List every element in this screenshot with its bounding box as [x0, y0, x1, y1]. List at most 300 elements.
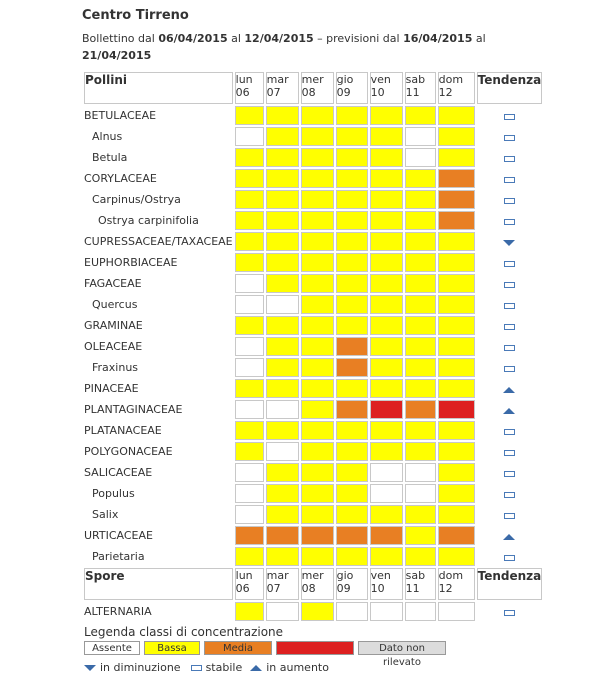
trend-cell	[477, 253, 543, 272]
concentration-cell	[438, 400, 475, 419]
concentration-cell	[405, 358, 436, 377]
concentration-cell	[370, 106, 403, 125]
concentration-cell	[438, 505, 475, 524]
taxon-name: ALTERNARIA	[84, 605, 152, 618]
legend-class-media: Media	[204, 641, 272, 655]
taxon-name: Salix	[92, 508, 119, 521]
concentration-cell	[235, 232, 264, 251]
concentration-cell	[336, 190, 368, 209]
concentration-cell	[370, 316, 403, 335]
concentration-cell	[235, 127, 264, 146]
concentration-cell	[301, 602, 334, 621]
trend-cell	[477, 274, 543, 293]
concentration-cell	[438, 358, 475, 377]
trend-cell	[477, 463, 543, 482]
concentration-cell	[235, 484, 264, 503]
concentration-cell	[438, 190, 475, 209]
concentration-cell	[235, 295, 264, 314]
pollini-row	[84, 169, 542, 188]
concentration-cell	[370, 505, 403, 524]
taxon-name: OLEACEAE	[84, 340, 143, 353]
concentration-cell	[438, 379, 475, 398]
concentration-cell	[438, 253, 475, 272]
concentration-cell	[405, 547, 436, 566]
concentration-cell	[438, 316, 475, 335]
trend-cell	[477, 148, 543, 167]
concentration-cell	[301, 421, 334, 440]
concentration-cell	[301, 106, 334, 125]
pollini-trend-header: Tendenza	[477, 72, 543, 104]
concentration-cell	[405, 484, 436, 503]
pollini-row	[84, 190, 542, 209]
concentration-cell	[405, 463, 436, 482]
concentration-cell	[301, 526, 334, 545]
concentration-cell	[235, 400, 264, 419]
trend-up-icon	[503, 534, 515, 540]
pollini-header: Pollini	[84, 72, 233, 104]
day-header	[266, 568, 299, 600]
concentration-cell	[235, 505, 264, 524]
concentration-cell	[405, 211, 436, 230]
day-header	[336, 568, 368, 600]
day-number: 11	[405, 582, 420, 595]
concentration-cell	[405, 526, 436, 545]
concentration-cell	[438, 421, 475, 440]
trend-flat-icon	[504, 610, 515, 616]
concentration-cell	[438, 602, 475, 621]
legend-title: Legenda classi di concentrazione	[84, 625, 284, 639]
trend-cell	[477, 337, 543, 356]
concentration-cell	[266, 106, 299, 125]
concentration-cell	[438, 547, 475, 566]
trend-flat-icon	[504, 261, 515, 267]
concentration-cell	[405, 148, 436, 167]
concentration-cell	[336, 127, 368, 146]
concentration-cell	[266, 253, 299, 272]
day-name: ven	[370, 73, 391, 86]
concentration-cell	[266, 505, 299, 524]
concentration-cell	[266, 526, 299, 545]
taxon-name: CORYLACEAE	[84, 172, 157, 185]
taxon-name: Betula	[92, 151, 128, 164]
trend-cell	[477, 602, 543, 621]
taxon-name: PLATANACEAE	[84, 424, 162, 437]
pollen-table-body	[84, 72, 542, 621]
concentration-cell	[266, 127, 299, 146]
concentration-cell	[336, 211, 368, 230]
concentration-cell	[336, 602, 368, 621]
day-name: ven	[370, 569, 391, 582]
taxon-name: CUPRESSACEAE/TAXACEAE	[84, 235, 233, 248]
day-name: dom	[438, 73, 464, 86]
concentration-cell	[235, 274, 264, 293]
concentration-cell	[438, 295, 475, 314]
trend-flat-icon	[504, 198, 515, 204]
concentration-cell	[405, 127, 436, 146]
concentration-cell	[301, 232, 334, 251]
concentration-cell	[336, 274, 368, 293]
trend-flat-icon	[191, 665, 202, 671]
concentration-cell	[266, 148, 299, 167]
concentration-cell	[235, 211, 264, 230]
concentration-cell	[235, 421, 264, 440]
trend-flat-icon	[504, 450, 515, 456]
bulletin-to: 12/04/2015	[244, 32, 314, 45]
pollini-row	[84, 358, 542, 377]
concentration-cell	[266, 274, 299, 293]
concentration-cell	[405, 602, 436, 621]
trend-legend	[84, 661, 329, 674]
trend-flat-icon	[504, 324, 515, 330]
day-name: mar	[266, 73, 289, 86]
taxon-name: BETULACEAE	[84, 109, 157, 122]
concentration-cell	[336, 547, 368, 566]
day-number: 12	[438, 86, 453, 99]
trend-cell	[477, 232, 543, 251]
day-number: 11	[405, 86, 420, 99]
concentration-cell	[438, 337, 475, 356]
trend-flat-icon	[504, 513, 515, 519]
concentration-cell	[336, 505, 368, 524]
concentration-cell	[235, 602, 264, 621]
trend-down-icon	[503, 240, 515, 246]
pollini-row	[84, 253, 542, 272]
legend-class-alta: Alta	[276, 641, 354, 655]
concentration-cell	[438, 106, 475, 125]
trend-down-icon	[84, 665, 96, 671]
forecast-to: 21/04/2015	[82, 49, 152, 62]
concentration-cell	[235, 379, 264, 398]
concentration-cell	[370, 169, 403, 188]
concentration-cell	[405, 316, 436, 335]
concentration-cell	[370, 484, 403, 503]
concentration-cell	[235, 190, 264, 209]
pollini-row	[84, 316, 542, 335]
taxon-name: PLANTAGINACEAE	[84, 403, 183, 416]
day-name: sab	[405, 73, 426, 86]
taxon-name: Ostrya carpinifolia	[98, 214, 199, 227]
day-number: 07	[266, 86, 281, 99]
taxon-name: EUPHORBIACEAE	[84, 256, 178, 269]
taxon-name: Populus	[92, 487, 135, 500]
concentration-cell	[405, 253, 436, 272]
concentration-cell	[336, 400, 368, 419]
day-header	[336, 72, 368, 104]
concentration-cell	[370, 274, 403, 293]
concentration-cell	[336, 169, 368, 188]
trend-flat-icon	[504, 471, 515, 477]
pollini-row	[84, 421, 542, 440]
bulletin-from: 06/04/2015	[158, 32, 228, 45]
day-name: mar	[266, 569, 289, 582]
day-number: 08	[301, 582, 316, 595]
concentration-cell	[370, 253, 403, 272]
concentration-cell	[336, 295, 368, 314]
trend-cell	[477, 211, 543, 230]
trend-up-icon	[503, 408, 515, 414]
concentration-cell	[336, 484, 368, 503]
concentration-cell	[266, 421, 299, 440]
concentration-cell	[405, 505, 436, 524]
concentration-cell	[438, 463, 475, 482]
concentration-cell	[235, 337, 264, 356]
concentration-cell	[301, 253, 334, 272]
trend-cell	[477, 484, 543, 503]
concentration-cell	[370, 400, 403, 419]
day-number: 09	[336, 582, 351, 595]
forecast-from: 16/04/2015	[403, 32, 473, 45]
page-title: Centro Tirreno	[82, 8, 189, 23]
trend-cell	[477, 421, 543, 440]
concentration-cell	[405, 169, 436, 188]
pollini-row	[84, 505, 542, 524]
trend-up-icon	[250, 665, 262, 671]
concentration-cell	[438, 232, 475, 251]
concentration-cell	[266, 169, 299, 188]
taxon-name: Parietaria	[92, 550, 145, 563]
concentration-cell	[336, 337, 368, 356]
concentration-cell	[266, 547, 299, 566]
concentration-cell	[370, 127, 403, 146]
concentration-cell	[301, 505, 334, 524]
pollini-row	[84, 442, 542, 461]
concentration-cell	[438, 148, 475, 167]
day-number: 09	[336, 86, 351, 99]
concentration-cell	[405, 379, 436, 398]
day-number: 10	[370, 582, 385, 595]
pollini-row	[84, 295, 542, 314]
concentration-cell	[266, 463, 299, 482]
day-header	[235, 568, 264, 600]
concentration-cell	[370, 547, 403, 566]
trend-flat-icon	[504, 177, 515, 183]
trend-flat-icon	[504, 429, 515, 435]
pollini-header-row	[84, 72, 542, 104]
taxon-name: Carpinus/Ostrya	[92, 193, 181, 206]
legend-class-bassa: Bassa	[144, 641, 200, 655]
trend-cell	[477, 169, 543, 188]
concentration-cell	[438, 274, 475, 293]
trend-down-label: in diminuzione	[100, 661, 181, 674]
taxon-name: SALICACEAE	[84, 466, 153, 479]
trend-flat-icon	[504, 492, 515, 498]
trend-cell	[477, 358, 543, 377]
spore-trend-header: Tendenza	[477, 568, 543, 600]
concentration-cell	[370, 148, 403, 167]
concentration-cell	[370, 379, 403, 398]
concentration-cell	[336, 442, 368, 461]
concentration-cell	[301, 274, 334, 293]
day-number: 12	[438, 582, 453, 595]
concentration-cell	[370, 526, 403, 545]
concentration-cell	[370, 421, 403, 440]
trend-up-icon	[503, 387, 515, 393]
day-header	[301, 72, 334, 104]
concentration-cell	[301, 148, 334, 167]
concentration-cell	[235, 526, 264, 545]
day-number: 06	[235, 582, 250, 595]
day-number: 06	[235, 86, 250, 99]
pollini-row	[84, 547, 542, 566]
day-header	[301, 568, 334, 600]
taxon-name: Quercus	[92, 298, 138, 311]
concentration-cell	[266, 400, 299, 419]
day-name: mer	[301, 73, 324, 86]
concentration-cell	[301, 400, 334, 419]
concentration-cell	[266, 211, 299, 230]
concentration-cell	[370, 295, 403, 314]
concentration-cell	[438, 169, 475, 188]
trend-cell	[477, 379, 543, 398]
concentration-cell	[405, 232, 436, 251]
trend-cell	[477, 505, 543, 524]
concentration-cell	[235, 148, 264, 167]
taxon-name: Alnus	[92, 130, 123, 143]
concentration-cell	[266, 484, 299, 503]
concentration-cell	[266, 190, 299, 209]
concentration-cell	[438, 211, 475, 230]
concentration-cell	[266, 442, 299, 461]
concentration-cell	[301, 337, 334, 356]
concentration-cell	[266, 602, 299, 621]
concentration-cell	[266, 295, 299, 314]
concentration-cell	[370, 602, 403, 621]
concentration-cell	[438, 526, 475, 545]
spore-header: Spore	[84, 568, 233, 600]
trend-cell	[477, 316, 543, 335]
concentration-cell	[336, 253, 368, 272]
concentration-cell	[405, 400, 436, 419]
taxon-name: Fraxinus	[92, 361, 139, 374]
concentration-cell	[405, 295, 436, 314]
concentration-cell	[405, 274, 436, 293]
concentration-cell	[301, 547, 334, 566]
pollini-row	[84, 232, 542, 251]
concentration-cell	[336, 148, 368, 167]
trend-flat-icon	[504, 303, 515, 309]
pollini-row	[84, 148, 542, 167]
concentration-cell	[235, 463, 264, 482]
concentration-cell	[405, 106, 436, 125]
day-header	[438, 568, 475, 600]
concentration-cell	[438, 484, 475, 503]
concentration-cell	[336, 232, 368, 251]
spore-header-row	[84, 568, 542, 600]
bulletin-period: Bollettino dal 06/04/2015 al 12/04/2015 – previsioni dal 16/04/2015 al 21/04/2015	[82, 32, 486, 62]
concentration-cell	[235, 253, 264, 272]
concentration-cell	[370, 190, 403, 209]
concentration-cell	[301, 316, 334, 335]
concentration-cell	[438, 442, 475, 461]
concentration-cell	[266, 379, 299, 398]
concentration-cell	[301, 190, 334, 209]
concentration-cell	[301, 358, 334, 377]
concentration-cell	[405, 421, 436, 440]
concentration-cell	[336, 106, 368, 125]
pollini-row	[84, 274, 542, 293]
trend-flat-label: stabile	[205, 661, 243, 674]
legend-class-assente: Assente	[84, 641, 140, 655]
day-header	[405, 568, 436, 600]
trend-flat-icon	[504, 366, 515, 372]
legend-class-dato-non-rilevato: Dato non rilevato	[358, 641, 446, 655]
trend-flat-icon	[504, 156, 515, 162]
concentration-cell	[266, 316, 299, 335]
concentration-cell	[370, 442, 403, 461]
concentration-cell	[438, 127, 475, 146]
concentration-cell	[235, 316, 264, 335]
trend-cell	[477, 190, 543, 209]
day-header	[438, 72, 475, 104]
concentration-cell	[336, 379, 368, 398]
pollini-row	[84, 400, 542, 419]
concentration-cell	[266, 232, 299, 251]
concentration-cell	[336, 421, 368, 440]
concentration-cell	[266, 358, 299, 377]
taxon-name: PINACEAE	[84, 382, 139, 395]
trend-flat-icon	[504, 219, 515, 225]
concentration-cell	[266, 337, 299, 356]
concentration-cell	[336, 463, 368, 482]
day-header	[266, 72, 299, 104]
pollini-row	[84, 337, 542, 356]
day-name: gio	[336, 73, 354, 86]
taxon-name: POLYGONACEAE	[84, 445, 173, 458]
day-header	[235, 72, 264, 104]
day-name: gio	[336, 569, 354, 582]
trend-cell	[477, 526, 543, 545]
trend-flat-icon	[504, 282, 515, 288]
concentration-cell	[235, 169, 264, 188]
trend-cell	[477, 295, 543, 314]
concentration-cell	[301, 484, 334, 503]
concentration-cell	[301, 169, 334, 188]
pollini-row	[84, 127, 542, 146]
trend-flat-icon	[504, 555, 515, 561]
day-number: 08	[301, 86, 316, 99]
concentration-cell	[405, 442, 436, 461]
day-header	[370, 72, 403, 104]
concentration-cell	[370, 337, 403, 356]
trend-cell	[477, 442, 543, 461]
day-number: 07	[266, 582, 281, 595]
trend-cell	[477, 127, 543, 146]
concentration-cell	[370, 358, 403, 377]
concentration-cell	[301, 379, 334, 398]
taxon-name: GRAMINAE	[84, 319, 143, 332]
trend-flat-icon	[504, 135, 515, 141]
pollini-row	[84, 379, 542, 398]
taxon-name: URTICACEAE	[84, 529, 153, 542]
concentration-cell	[301, 463, 334, 482]
concentration-cell	[235, 106, 264, 125]
concentration-cell	[405, 190, 436, 209]
pollini-row	[84, 211, 542, 230]
concentration-cell	[301, 442, 334, 461]
concentration-cell	[370, 232, 403, 251]
trend-flat-icon	[504, 114, 515, 120]
day-name: lun	[235, 569, 253, 582]
concentration-cell	[336, 316, 368, 335]
trend-cell	[477, 400, 543, 419]
pollini-row	[84, 484, 542, 503]
spore-row	[84, 602, 542, 621]
concentration-cell	[235, 547, 264, 566]
concentration-cell	[301, 295, 334, 314]
day-name: lun	[235, 73, 253, 86]
day-name: dom	[438, 569, 464, 582]
day-name: mer	[301, 569, 324, 582]
